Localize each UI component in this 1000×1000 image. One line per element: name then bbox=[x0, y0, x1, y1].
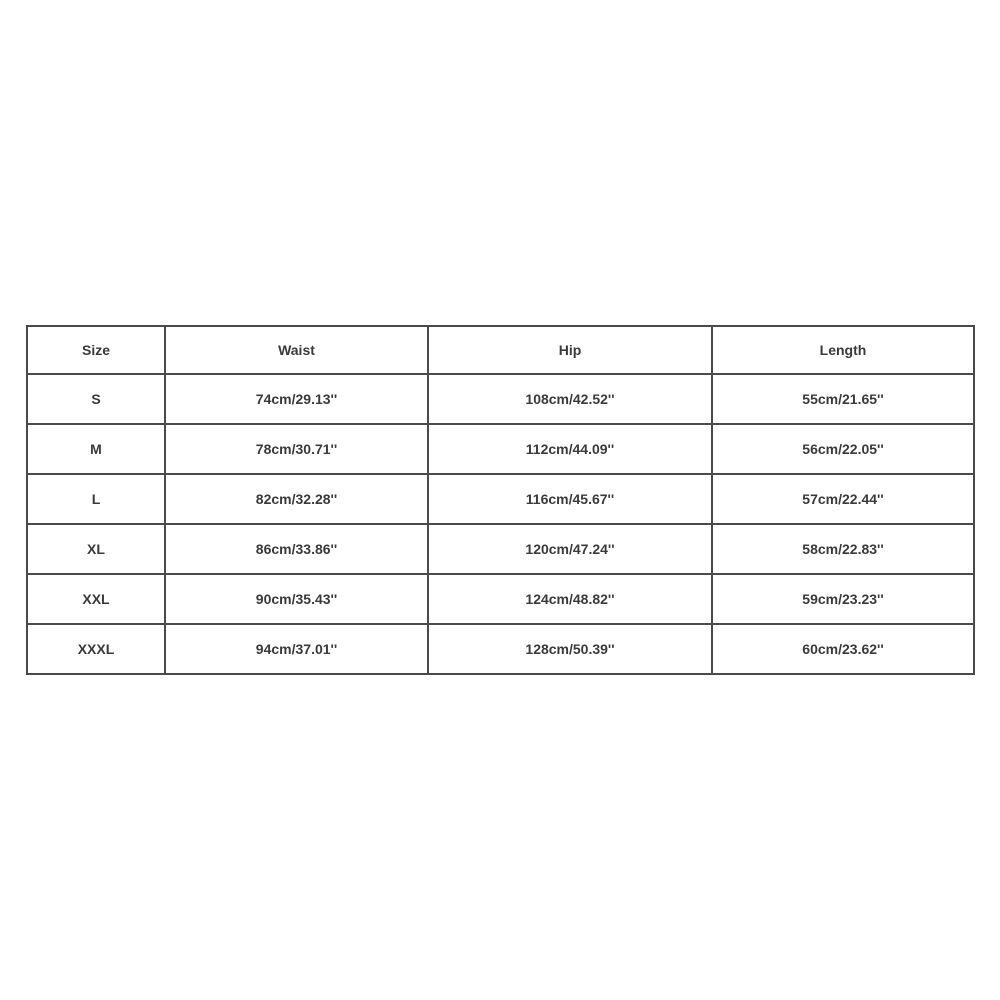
header-waist: Waist bbox=[165, 326, 428, 374]
cell-waist: 82cm/32.28'' bbox=[165, 474, 428, 524]
size-chart-table bbox=[26, 325, 975, 675]
cell-size: S bbox=[27, 374, 165, 424]
table-row bbox=[27, 374, 974, 424]
cell-waist: 90cm/35.43'' bbox=[165, 574, 428, 624]
cell-waist: 78cm/30.71'' bbox=[165, 424, 428, 474]
header-size: Size bbox=[27, 326, 165, 374]
cell-hip: 112cm/44.09'' bbox=[428, 424, 712, 474]
cell-waist: 94cm/37.01'' bbox=[165, 624, 428, 674]
cell-waist: 74cm/29.13'' bbox=[165, 374, 428, 424]
cell-size: XL bbox=[27, 524, 165, 574]
cell-hip: 124cm/48.82'' bbox=[428, 574, 712, 624]
cell-size: XXXL bbox=[27, 624, 165, 674]
header-hip: Hip bbox=[428, 326, 712, 374]
cell-size: XXL bbox=[27, 574, 165, 624]
table-header bbox=[27, 326, 974, 374]
table-body bbox=[27, 374, 974, 674]
cell-length: 55cm/21.65'' bbox=[712, 374, 974, 424]
header-length: Length bbox=[712, 326, 974, 374]
cell-hip: 116cm/45.67'' bbox=[428, 474, 712, 524]
cell-hip: 108cm/42.52'' bbox=[428, 374, 712, 424]
cell-length: 60cm/23.62'' bbox=[712, 624, 974, 674]
cell-size: M bbox=[27, 424, 165, 474]
cell-hip: 128cm/50.39'' bbox=[428, 624, 712, 674]
cell-hip: 120cm/47.24'' bbox=[428, 524, 712, 574]
cell-waist: 86cm/33.86'' bbox=[165, 524, 428, 574]
table-row bbox=[27, 424, 974, 474]
cell-length: 59cm/23.23'' bbox=[712, 574, 974, 624]
cell-length: 58cm/22.83'' bbox=[712, 524, 974, 574]
table-row bbox=[27, 574, 974, 624]
header-row bbox=[27, 326, 974, 374]
table-row bbox=[27, 524, 974, 574]
cell-size: L bbox=[27, 474, 165, 524]
cell-length: 56cm/22.05'' bbox=[712, 424, 974, 474]
cell-length: 57cm/22.44'' bbox=[712, 474, 974, 524]
table-row bbox=[27, 474, 974, 524]
table-row bbox=[27, 624, 974, 674]
